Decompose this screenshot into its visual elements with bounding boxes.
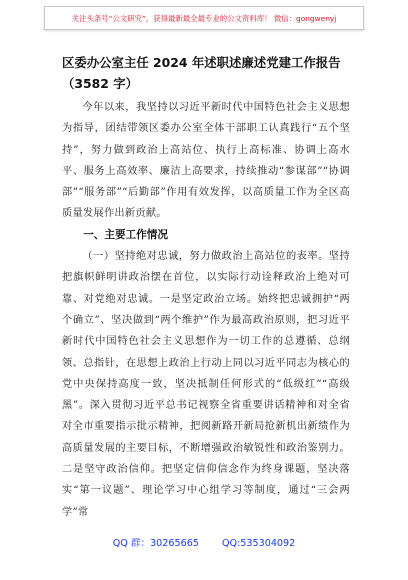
promo-banner [44,6,364,30]
contact-footer [0,535,408,549]
qq-text: QQ:535304092 [221,538,296,549]
promo-banner-text: 关注头条号“公文研究”，获得最新最全最专业的公文资料库！ 微信：gongwenyj [71,13,337,23]
qq-group-text: QQ 群：30265665 [112,538,199,549]
document-body [62,97,350,523]
section-heading: 一、主要工作情况 [83,228,168,241]
body-paragraph: （一）坚持绝对忠诚，努力做政治上高站位的表率。坚持把旗帜鲜明讲政治摆在首位，以实际行动诠释政治上绝对可靠、对党绝对忠诚。一是坚定政治立场。始终把忠诚拥护“两个确立”、坚决做到“两个维护”作为最高政治原则，把习近平新时代中国特色社会主义思想作为一切工作的总遵循、总纲领、总指针，在思想上政治上行动上同以习近平同志为核心的党中央保持高度一致，坚决抵制任何形式的“低级红”“高级黑”。深入贯彻习近平总书记视察全省重要讲话精神和对全省对全市重要指示批示精神，把阅新路开新局抢新机出新绩作为高质量发展的主要目标，不断增强政治敏锐性和政治鉴别力。二是坚守政治信仰。把坚定信仰信念作为终身课题，坚决落实“第一议题”、理论学习中心组学习等制度，通过“三会两学”常 [62,251,350,518]
intro-paragraph: 今年以来，我坚持以习近平新时代中国特色社会主义思想为指导，团结带领区委办公室全体干部职工认真践行“五个坚持”，努力做到政治上高站位、执行上高标准、协调上高水平、服务上高效率、廉洁上高要求，持续推动“参谋部”“协调部”“服务部”“后勤部”作用有效发挥，以高质量工作为全区高质量发展作出新贡献。 [62,102,350,220]
document-title: 区委办公室主任 2024 年述职述廉述党建工作报告（3582 字） [62,55,341,91]
